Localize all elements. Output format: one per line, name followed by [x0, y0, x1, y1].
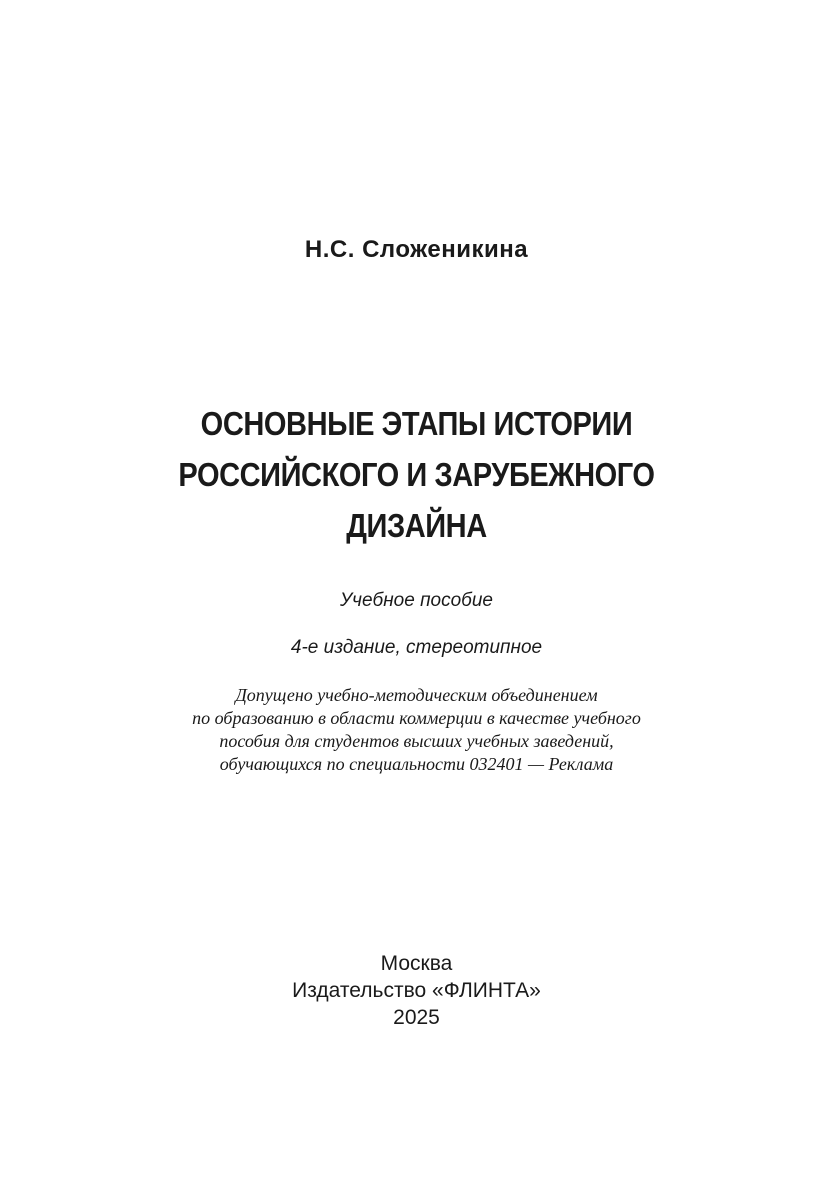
- imprint: [0, 950, 833, 1031]
- imprint-publisher: Издательство «ФЛИНТА»: [292, 979, 541, 1002]
- approval-line: пособия для студентов высших учебных заведений,: [219, 731, 614, 751]
- title-line: РОССИЙСКОГО И ЗАРУБЕЖНОГО: [178, 456, 655, 493]
- imprint-city: Москва: [380, 952, 453, 975]
- title-line: ДИЗАЙНА: [346, 507, 487, 544]
- author-name: Н.С. Сложеникина: [304, 236, 529, 263]
- title-line: ОСНОВНЫЕ ЭТАПЫ ИСТОРИИ: [200, 405, 633, 442]
- approval-line: обучающихся по специальности 032401 — Реклама: [219, 754, 614, 774]
- book-title: [50, 398, 783, 551]
- approval-line: по образованию в области коммерции в качестве учебного: [192, 708, 641, 728]
- approval-statement: [0, 684, 833, 776]
- edition-note: 4-е издание, стереотипное: [290, 637, 543, 658]
- imprint-year: 2025: [393, 1006, 440, 1029]
- book-type: Учебное пособие: [339, 590, 493, 611]
- approval-line: Допущено учебно-методическим объединением: [235, 685, 598, 705]
